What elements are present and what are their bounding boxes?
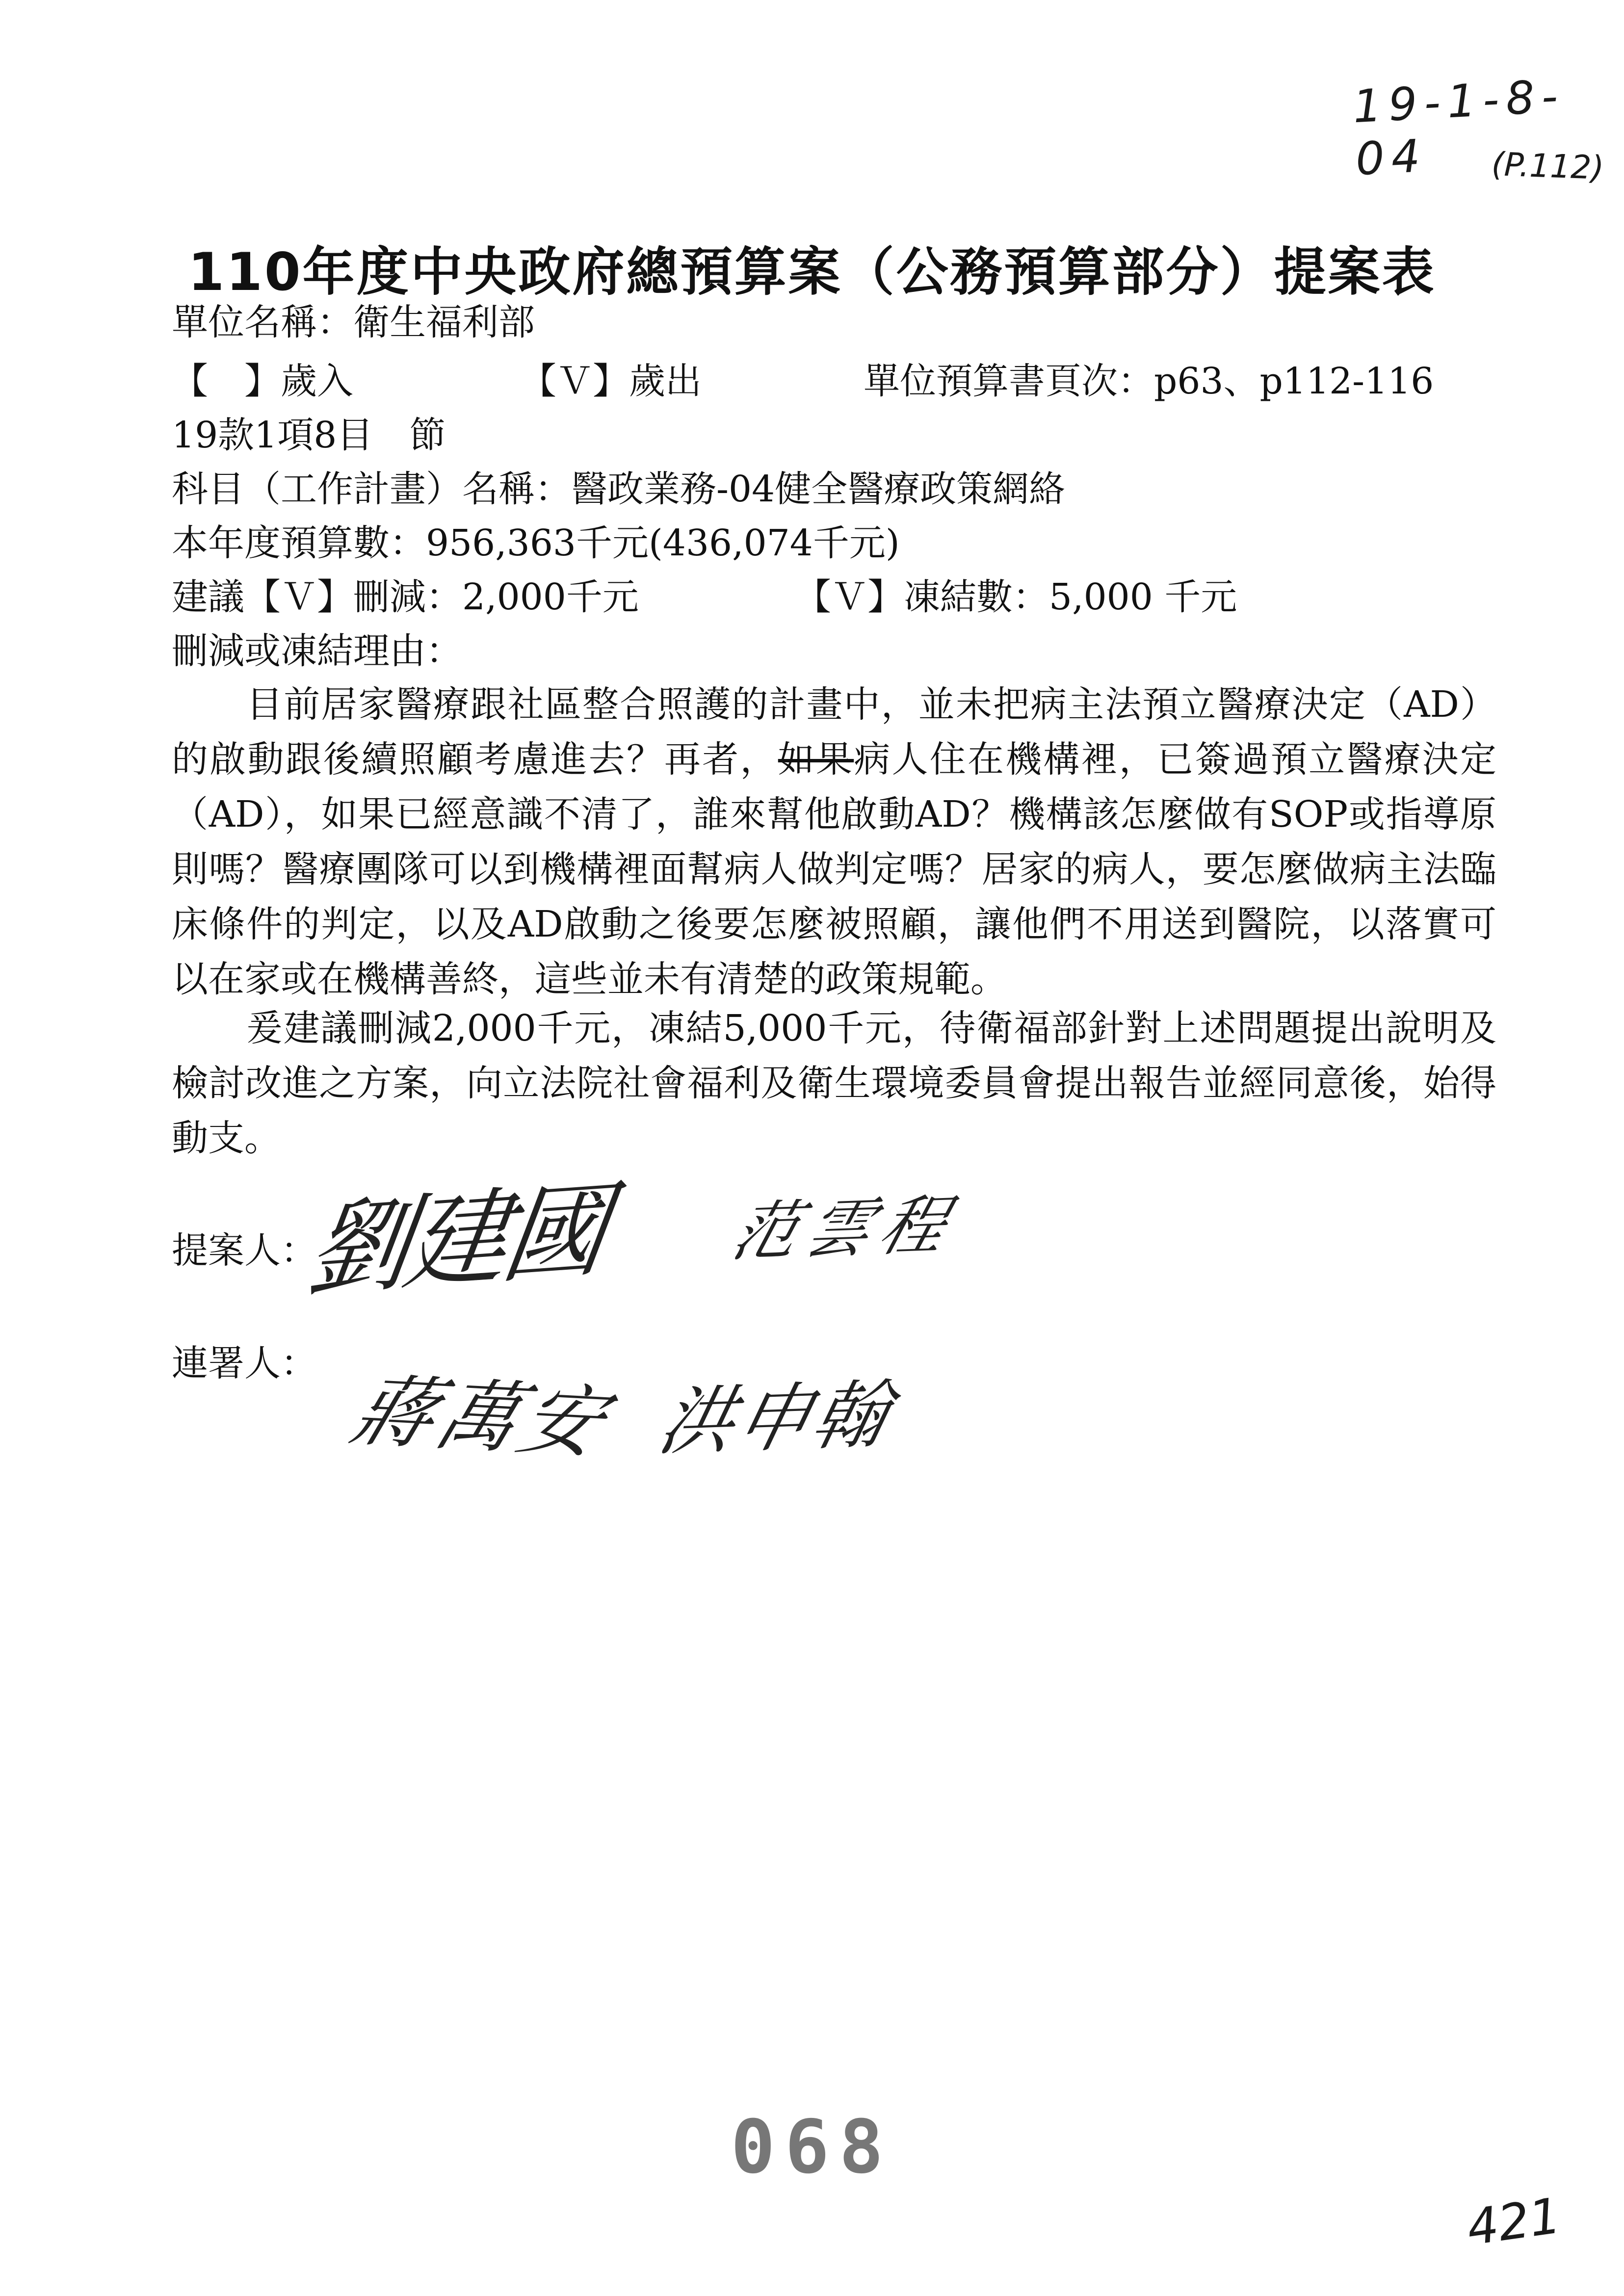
item-code: 19款1項8目 節 [172, 414, 446, 456]
annual-budget: 本年度預算數：956,363千元(436,074千元) [172, 522, 900, 564]
proposer-label: 提案人： [172, 1229, 317, 1272]
handwritten-page-ref: (P.112) [1491, 145, 1605, 187]
cosigner-signature-2: 洪申翰 [651, 1372, 900, 1466]
reason-paragraph-2 [172, 1001, 1496, 1166]
expenditure-checkbox: 【Ｖ】歲出 [520, 360, 702, 402]
proposal-cut: 建議【Ｖ】刪減：2,000千元 [172, 576, 639, 618]
subject-name: 科目（工作計畫）名稱：醫政業務-04健全醫療政策網絡 [172, 468, 1066, 510]
signature-block [172, 1168, 1496, 1511]
handwritten-corner-mark: 421 [1463, 2187, 1565, 2257]
reason-text-1b: 病人住在機構裡，已簽過預立醫療決定（AD），如果已經意識不清了，誰來幫他啟動AD？機構該怎麼做有SOP或指導原則嗎？醫療團隊可以到機構裡面幫病人做判定嗎？居家的病人，要怎麼做病主法臨床條件的判定，以及AD啟動之後要怎麼被照顧，讓他們不用送到醫院，以落實可以在家或在機構善終，這些並未有清楚的政策規範。 [172, 738, 1497, 1000]
proposer-signature-1: 劉建國 [299, 1169, 611, 1312]
handwritten-doc-ref: 19-1-8-04 [1351, 69, 1566, 186]
revenue-checkbox: 【 】歲入 [172, 360, 353, 402]
cosigner-label: 連署人： [172, 1342, 317, 1384]
cosigner-signature-1: 蔣萬安 [341, 1365, 621, 1469]
struck-text: 如果 [778, 738, 854, 781]
reason-text-1a: 目前居家醫療跟社區整合照護的計畫中，並未把病主法預立醫療決定（AD）的啟動跟後續照顧考慮進去？再者， [172, 683, 1496, 781]
proposer-signature-2: 范雲程 [724, 1187, 966, 1270]
reason-text-2: 爰建議刪減2,000千元，凍結5,000千元，待衛福部針對上述問題提出說明及檢討改進之方案，向立法院社會福利及衛生環境委員會提出報告並經同意後，始得動支。 [172, 1007, 1496, 1159]
reason-label: 刪減或凍結理由： [172, 630, 462, 672]
budget-pages: 單位預算書頁次：p63、p112-116 [864, 360, 1434, 402]
page-number: 068 [731, 2105, 893, 2190]
unit-name: 單位名稱：衛生福利部 [172, 301, 535, 343]
reason-paragraph-1 [172, 677, 1496, 1007]
proposal-freeze: 【Ｖ】凍結數：5,000 千元 [795, 576, 1237, 618]
document-title: 110年度中央政府總預算案（公務預算部分）提案表 [188, 242, 1436, 302]
